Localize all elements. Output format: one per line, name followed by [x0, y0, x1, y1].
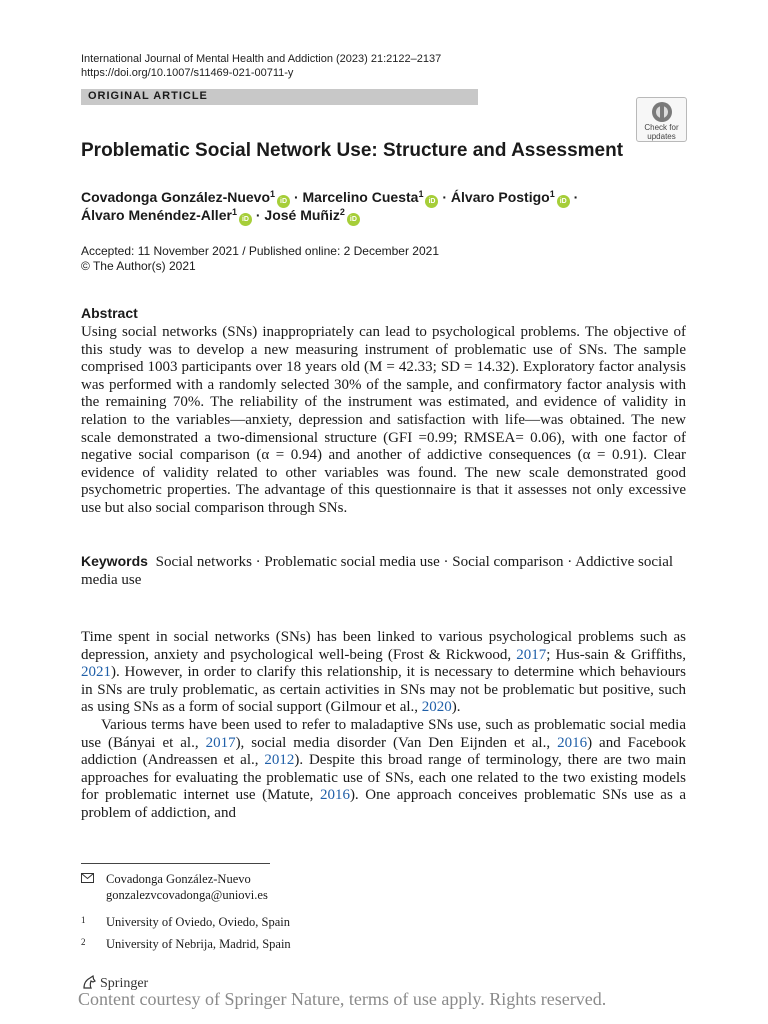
orcid-icon[interactable]: iD	[557, 195, 570, 208]
affiliation-text: University of Oviedo, Oviedo, Spain	[106, 915, 291, 929]
author-separator: ·	[573, 189, 579, 205]
paper-title: Problematic Social Network Use: Structure and Assessment	[81, 140, 624, 161]
author-separator: ·	[293, 189, 299, 205]
publisher-name: Springer	[100, 976, 149, 991]
body-text-run: ). However, in order to clarify this relationship, it is necessary to determine which behaviours in SNs are truly problematic, as certain activities in SNs may not be problematic but positive, such as using SNs as a form of social support (Gilmour et al.,	[81, 664, 686, 716]
author-name[interactable]: José Muñiz	[264, 207, 340, 223]
body-text-run: ). One approach conceives problematic SNs use as a problem of addiction, and	[81, 787, 686, 821]
citation-link[interactable]: 2012	[264, 752, 295, 769]
check-updates-icon	[651, 101, 673, 123]
abstract-heading: Abstract	[81, 305, 138, 321]
article-body	[81, 629, 686, 823]
copyright-notice: © The Author(s) 2021	[81, 259, 196, 273]
courtesy-watermark: Content courtesy of Springer Nature, terms of use apply. Rights reserved.	[78, 989, 607, 1009]
orcid-icon[interactable]: iD	[425, 195, 438, 208]
publication-dates: Accepted: 11 November 2021 / Published online: 2 December 2021	[81, 244, 440, 258]
article-type-bar	[81, 89, 478, 105]
body-paragraph-2	[81, 717, 686, 823]
check-updates-line1: Check for	[644, 123, 679, 132]
doi-link[interactable]: https://doi.org/10.1007/s11469-021-00711-y	[81, 67, 294, 79]
corresponding-author-name: Covadonga González-Nuevo	[106, 872, 251, 886]
affiliation-text: University of Nebrija, Madrid, Spain	[106, 937, 291, 951]
check-for-updates-badge[interactable]	[636, 97, 687, 142]
author-affiliation-marker: 2	[339, 207, 345, 217]
author-name[interactable]: Álvaro Menéndez-Aller	[81, 207, 232, 223]
affiliation-number: 2	[81, 937, 86, 947]
corresponding-author-email[interactable]: gonzalezvcovadonga@uniovi.es	[106, 888, 268, 902]
author-affiliation-marker: 1	[549, 189, 555, 199]
author-separator: ·	[442, 189, 448, 205]
affiliation-number: 1	[81, 915, 86, 925]
orcid-icon[interactable]: iD	[277, 195, 290, 208]
body-text-run: Time spent in social networks (SNs) has been linked to various psychological problems such as depression, anxiety and psychological well-being (Frost & Rickwood,	[81, 629, 686, 663]
keywords-section	[81, 553, 686, 589]
citation-link[interactable]: 2017	[205, 734, 236, 751]
author-name[interactable]: Álvaro Postigo	[450, 189, 550, 205]
author-affiliation-marker: 1	[418, 189, 424, 199]
citation-link[interactable]: 2020	[421, 699, 452, 716]
author-separator: ·	[255, 207, 261, 223]
author-affiliation-marker: 1	[231, 207, 237, 217]
body-text-run: ), social media disorder (Van Den Eijnden et al.,	[235, 734, 558, 751]
authors-line-2	[81, 203, 360, 226]
article-type-label: ORIGINAL ARTICLE	[88, 90, 208, 102]
citation-link[interactable]: 2016	[557, 734, 588, 751]
orcid-icon[interactable]: iD	[347, 213, 360, 226]
abstract-text: Using social networks (SNs) inappropriately can lead to psychological problems. The objective of this study was to develop a new measuring instrument of problematic use of SNs. The sample comprised 1003 participants over 18 years old (M = 42.33; SD = 14.32). Exploratory factor analysis was performed with a randomly selected 30% of the sample, and confirmatory factor analysis with the remaining 70%. The reliability of the instrument was estimated, and evidence of validity in relation to the variables—anxiety, depression and satisfaction with life—was obtained. The new scale demonstrated a two-dimensional structure (GFI =0.99; RMSEA= 0.06), with one factor of negative social comparison (α = 0.94) and another of addictive consequences (α = 0.91). Clear evidence of validity related to other variables was found. The new scale demonstrated good psychometric properties. The advantage of this questionnaire is that it assesses not only excessive use but also social comparison through SNs.	[81, 324, 686, 516]
body-paragraph-1	[81, 629, 686, 717]
body-text-run: ) and Facebook addiction (Andreassen et al.,	[81, 734, 686, 769]
author-name[interactable]: Covadonga González-Nuevo	[81, 189, 271, 205]
body-text-run: ). Despite this broad range of terminology, there are two main approaches for evaluating the problematic use of SNs, each one related to the two existing models for problematic internet use (Matute,	[81, 752, 686, 804]
keywords-list: Social networks · Problematic social media use · Social comparison · Addictive social media use	[81, 554, 674, 588]
envelope-icon	[81, 873, 94, 883]
journal-citation: International Journal of Mental Health and Addiction (2023) 21:2122–2137	[81, 53, 442, 65]
keywords-heading: Keywords	[81, 553, 148, 569]
check-updates-line2: updates	[647, 132, 676, 141]
citation-link[interactable]: 2016	[319, 787, 350, 804]
body-text-run: ; Hus-sain & Griffiths,	[546, 646, 686, 663]
citation-link[interactable]: 2017	[516, 646, 547, 663]
author-affiliation-marker: 1	[270, 189, 276, 199]
orcid-icon[interactable]: iD	[239, 213, 252, 226]
body-text-run: ).	[451, 699, 461, 716]
footnote-divider	[81, 863, 270, 864]
body-text-run: Various terms have been used to refer to maladaptive SNs use, such as problematic social media use (Bányai et al.,	[81, 716, 686, 751]
author-name[interactable]: Marcelino Cuesta	[302, 189, 419, 205]
citation-link[interactable]: 2021	[81, 664, 111, 681]
